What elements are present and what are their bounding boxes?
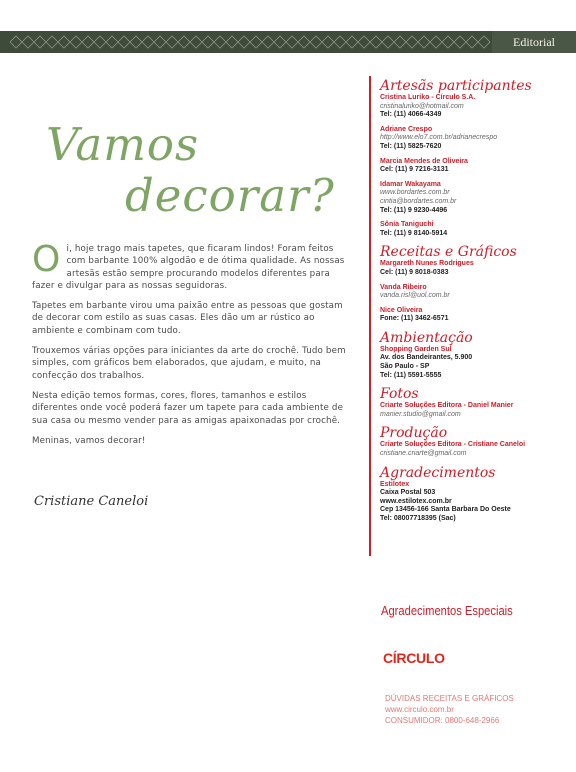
- diamond-motif: [166, 36, 178, 48]
- diamond-motif: [154, 36, 166, 48]
- diamond-motif: [382, 36, 394, 48]
- diamond-motif: [454, 36, 466, 48]
- diamond-motif: [10, 36, 22, 48]
- diamond-motif: [406, 36, 418, 48]
- credit-entry: [380, 346, 570, 380]
- credit-entry: [380, 94, 570, 120]
- credit-zip: Cep 13456-166 Santa Barbara Do Oeste: [380, 506, 511, 514]
- credit-phone: Tel: (11) 5825-7620: [380, 142, 442, 150]
- diamond-motif: [370, 36, 382, 48]
- credit-entry: [380, 158, 570, 175]
- credit-link: http://www.elo7.com.br/adrianecrespo: [380, 134, 498, 142]
- diamond-motif: [334, 36, 346, 48]
- credit-entry: [380, 402, 570, 419]
- credit-link: www.bordartes.com.br: [380, 189, 450, 197]
- credit-name: Sônia Taniguchi: [380, 221, 434, 229]
- diamond-motif: [130, 36, 142, 48]
- diamond-motif: [118, 36, 130, 48]
- credit-address: Caixa Postal 503: [380, 489, 436, 497]
- paragraph-2: Tapetes em barbante virou uma paixão entre as pessoas que gostam de decorar com estilo as suas casas. Eles dão um ar rústico ao ambiente e combinam com tudo.: [32, 301, 343, 336]
- credit-phone: Cel: (11) 9 8018-0383: [380, 268, 449, 276]
- diamond-motif: [394, 36, 406, 48]
- credits-agradecimentos: [380, 465, 570, 524]
- credit-address: Av. dos Bandeirantes, 5.900: [380, 354, 473, 362]
- credit-name: Shopping Garden Sul: [380, 345, 452, 353]
- credit-entry: [380, 307, 570, 324]
- agradecimentos-title: Agradecimentos: [380, 464, 496, 481]
- circulo-logo: CÍRCULO: [383, 650, 445, 666]
- contact-footer: [385, 693, 514, 726]
- credit-phone: Tel: (11) 4066-4349: [380, 111, 442, 119]
- credit-name: Criarte Soluções Editora - Daniel Manier: [380, 402, 514, 410]
- diamond-motif: [58, 36, 70, 48]
- credit-entry: [380, 126, 570, 152]
- diamond-motif: [286, 36, 298, 48]
- footer-phone: CONSUMIDOR: 0800-648-2966: [385, 716, 500, 725]
- credit-name: Cristina Luriko - Círculo S.A.: [380, 94, 476, 101]
- diamond-motif: [178, 36, 190, 48]
- diamond-motif: [418, 36, 430, 48]
- diamond-motif: [214, 36, 226, 48]
- credit-entry: [380, 441, 570, 458]
- credits-artesas: [380, 78, 570, 238]
- paragraph-5: Meninas, vamos decorar!: [32, 435, 146, 446]
- credit-entry: [380, 221, 570, 238]
- credit-phone: Tel: 08007718395 (Sac): [380, 515, 456, 522]
- diamond-motif: [226, 36, 238, 48]
- credit-name: Estilotex: [380, 480, 410, 488]
- diamond-motif: [142, 36, 154, 48]
- ambientacao-title: Ambientação: [380, 329, 473, 346]
- credit-name: Nice Oliveira: [380, 306, 423, 314]
- credit-entry: [380, 181, 570, 215]
- credit-link: www.estilotex.com.br: [380, 497, 452, 505]
- paragraph-1: [32, 239, 350, 292]
- paragraph-1-text: i, hoje trago mais tapetes, que ficaram lindos! Foram feitos com barbante 100% algodão e de ótima qualidade. As nossas artesãs estão sempre procurando modelos diferentes para fazer e divulgar para as nossas seguidoras.: [32, 244, 345, 291]
- diamond-motif: [94, 36, 106, 48]
- credit-name: Adriane Crespo: [380, 125, 433, 133]
- page-title-line2: decorar?: [125, 169, 335, 222]
- signature: Cristiane Caneloi: [34, 494, 149, 509]
- diamond-motif: [442, 36, 454, 48]
- diamond-motif: [202, 36, 214, 48]
- credits-ambientacao: [380, 330, 570, 380]
- credit-city: São Paulo - SP: [380, 363, 430, 371]
- credits-producao: [380, 425, 570, 458]
- diamond-motif: [250, 36, 262, 48]
- drop-cap: O: [32, 239, 61, 280]
- footer-line-1: DÚVIDAS RECEITAS E GRÁFICOS: [385, 694, 514, 703]
- paragraph-3: Trouxemos várias opções para iniciantes da arte do crochê. Tudo bem simples, com gráficos bem elaborados, que ajudam, e muito, na confecção dos trabalhos.: [32, 346, 346, 381]
- credit-name: Idamar Wakayama: [380, 180, 441, 188]
- credit-phone: Cel: (11) 9 7216-3131: [380, 166, 449, 174]
- credits-column: [380, 78, 570, 530]
- diamond-motif: [106, 36, 118, 48]
- credit-phone: Tel: (11) 5591-5555: [380, 371, 442, 379]
- credit-email: cristiane.criarte@gmail.com: [380, 450, 467, 458]
- credit-name: Criarte Soluções Editora - Cristiane Caneloi: [380, 441, 526, 449]
- diamond-motif: [358, 36, 370, 48]
- diamond-motif: [478, 36, 490, 48]
- credit-phone: Fone: (11) 3462-6571: [380, 315, 449, 323]
- diamond-motif: [298, 36, 310, 48]
- artesas-title: Artesãs participantes: [380, 78, 532, 94]
- credit-phone: Tel: (11) 9 9230-4496: [380, 206, 448, 214]
- diamond-motif: [46, 36, 58, 48]
- paragraph-4: Nesta edição temos formas, cores, flores, tamanhos e estilos diferentes onde você poderá fazer um tapete para cada ambiente de sua casa ou mesmo vender para as amigas apaixonadas por crochê.: [32, 390, 344, 426]
- credit-entry: [380, 481, 570, 524]
- credit-name: Vanda Ribeiro: [380, 283, 427, 291]
- diamond-motif: [346, 36, 358, 48]
- diamond-motif: [466, 36, 478, 48]
- special-thanks-title: Agradecimentos Especiais: [381, 603, 513, 618]
- diamond-motif: [430, 36, 442, 48]
- credit-entry: [380, 284, 570, 301]
- credit-email: vanda.risl@uol.com.br: [380, 292, 450, 300]
- diamond-motif: [70, 36, 82, 48]
- credit-email: cintia@bordartes.com.br: [380, 197, 457, 205]
- diamond-motif: [262, 36, 274, 48]
- page-title-line1: Vamos: [46, 118, 200, 171]
- header-bar: [0, 31, 576, 53]
- credit-email: cristinaluriko@hotmail.com: [380, 102, 464, 110]
- diamond-motif: [22, 36, 34, 48]
- credits-fotos: [380, 386, 570, 419]
- credit-name: Marcia Mendes de Oliveira: [380, 157, 468, 165]
- credit-entry: [380, 260, 570, 277]
- producao-title: Produção: [380, 425, 448, 442]
- credit-phone: Tel: (11) 9 8140-5914: [380, 229, 448, 237]
- diamond-motif: [310, 36, 322, 48]
- red-divider: [369, 76, 371, 556]
- diamond-motif: [238, 36, 250, 48]
- credit-email: manier.studio@gmail.com: [380, 410, 461, 418]
- section-label: Editorial: [492, 31, 576, 53]
- credit-name: Margareth Nunes Rodrigues: [380, 260, 474, 268]
- diamond-motif: [274, 36, 286, 48]
- credits-receitas: [380, 244, 570, 324]
- fotos-title: Fotos: [380, 386, 419, 403]
- article-body: [32, 239, 350, 455]
- diamond-pattern: [4, 31, 492, 53]
- diamond-motif: [322, 36, 334, 48]
- diamond-motif: [82, 36, 94, 48]
- receitas-title: Receitas e Gráficos: [380, 244, 517, 261]
- diamond-motif: [34, 36, 46, 48]
- footer-website-link[interactable]: www.circulo.com.br: [385, 705, 454, 714]
- diamond-motif: [190, 36, 202, 48]
